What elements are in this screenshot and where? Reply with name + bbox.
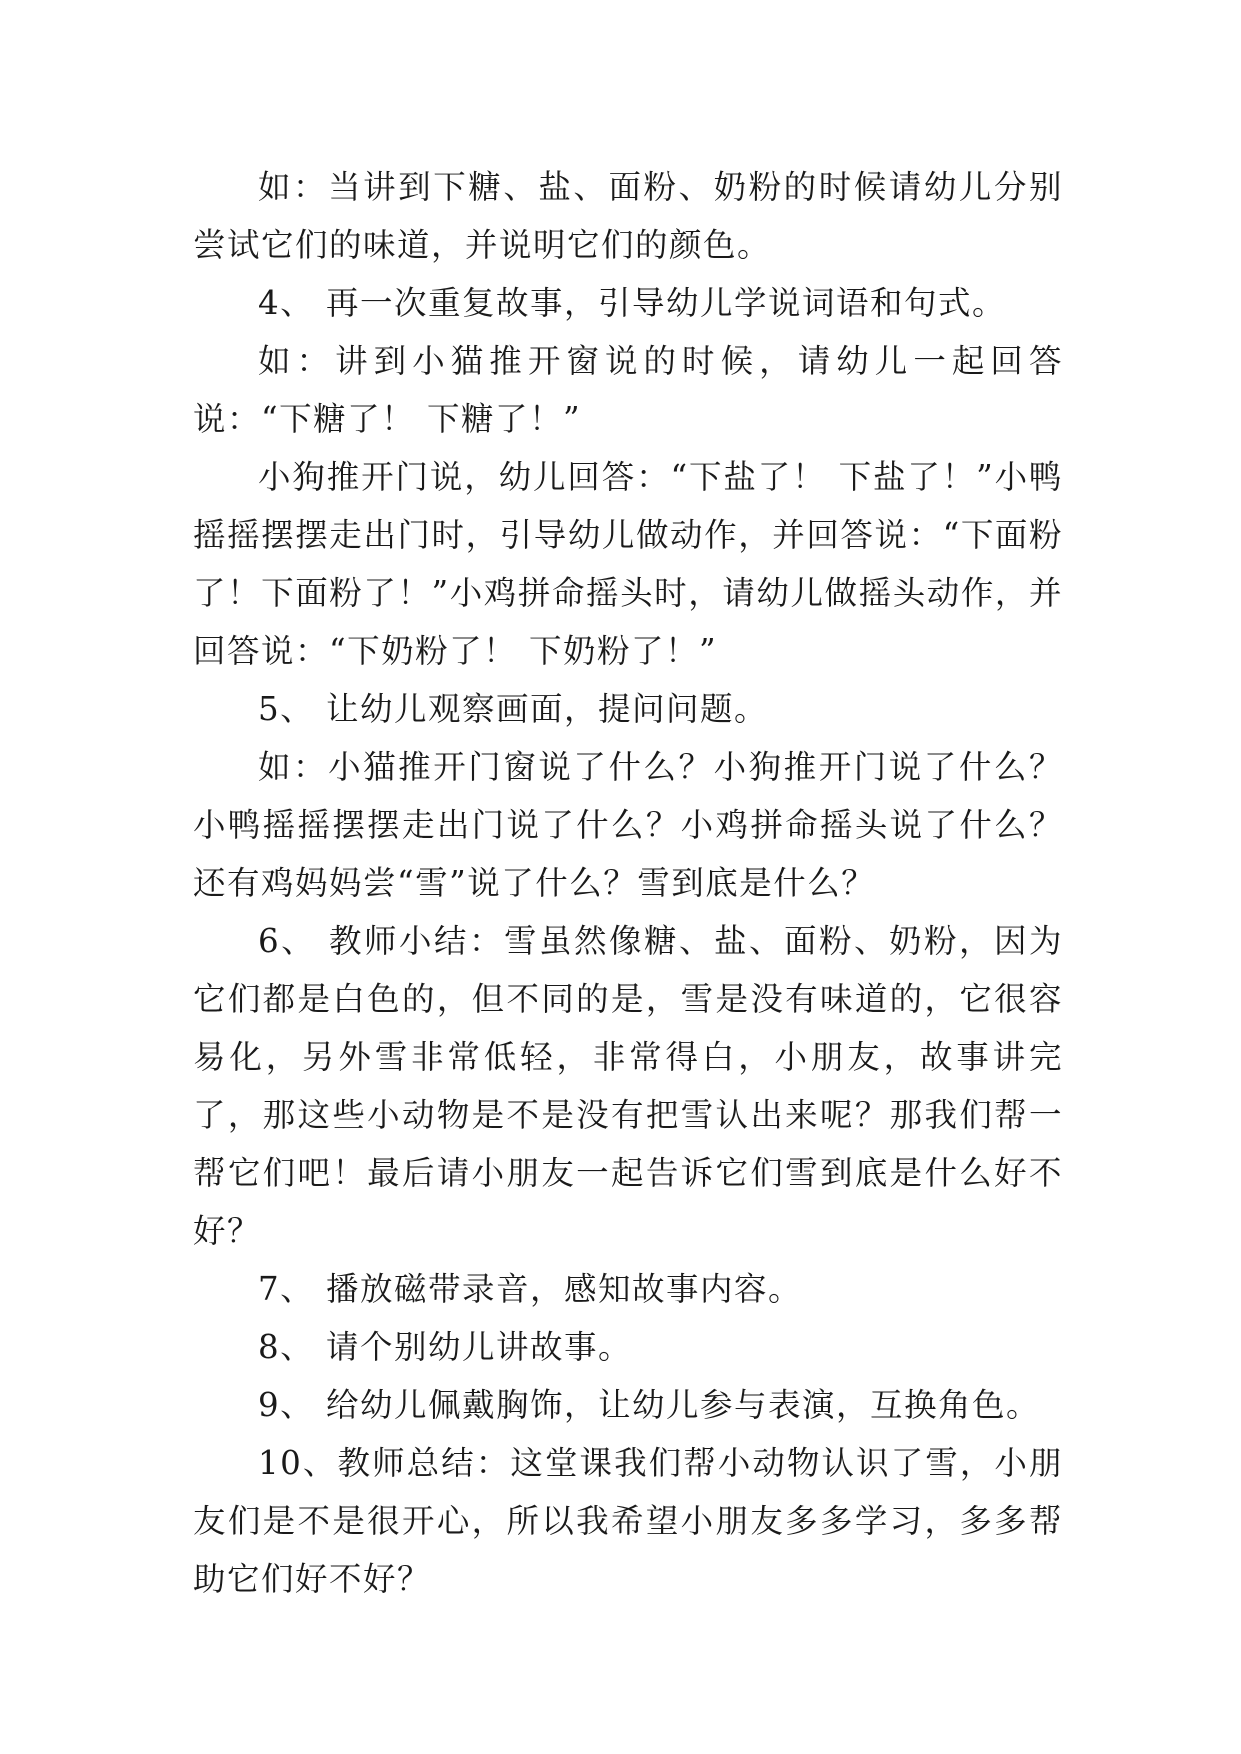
paragraph-step-8: 8、 请个别幼儿讲故事。	[258, 1328, 633, 1366]
paragraph-step-7: 7、 播放磁带录音，感知故事内容。	[258, 1270, 803, 1308]
paragraph-step-10: 10、教师总结：这堂课我们帮小动物认识了雪，小朋友们是不是很开心，所以我希望小朋友多多学习，多多帮助它们好不好？	[193, 1444, 1063, 1598]
paragraph-step-4: 4、 再一次重复故事，引导幼儿学说词语和句式。	[258, 284, 1007, 322]
document-body	[193, 158, 1063, 1608]
paragraph-taste-example: 如：当讲到下糖、盐、面粉、奶粉的时候请幼儿分别尝试它们的味道，并说明它们的颜色。	[193, 168, 1063, 264]
paragraph-questions: 如：小猫推开门窗说了什么？小狗推开门说了什么？小鸭摇摇摆摆走出门说了什么？小鸡拼命摇头说了什么？还有鸡妈妈尝“雪”说了什么？雪到底是什么？	[193, 748, 1063, 902]
paragraph-cat-example: 如：讲到小猫推开窗说的时候，请幼儿一起回答说：“下糖了！ 下糖了！”	[193, 342, 1063, 438]
paragraph-step-5: 5、 让幼儿观察画面，提问问题。	[258, 690, 769, 728]
paragraph-step-6: 6、 教师小结：雪虽然像糖、盐、面粉、奶粉，因为它们都是白色的，但不同的是，雪是没有味道的，它很容易化，另外雪非常低轻，非常得白，小朋友，故事讲完了，那这些小动物是不是没有把雪认出来呢？那我们帮一帮它们吧！最后请小朋友一起告诉它们雪到底是什么好不好？	[193, 922, 1063, 1250]
paragraph-step-9: 9、 给幼儿佩戴胸饰，让幼儿参与表演，互换角色。	[258, 1386, 1041, 1424]
paragraph-dog-duck-chick: 小狗推开门说，幼儿回答：“下盐了！ 下盐了！”小鸭摇摇摆摆走出门时，引导幼儿做动作，并回答说：“下面粉了！下面粉了！”小鸡拼命摇头时，请幼儿做摇头动作，并回答说：“下奶粉了！ 下奶粉了！”	[193, 458, 1063, 670]
